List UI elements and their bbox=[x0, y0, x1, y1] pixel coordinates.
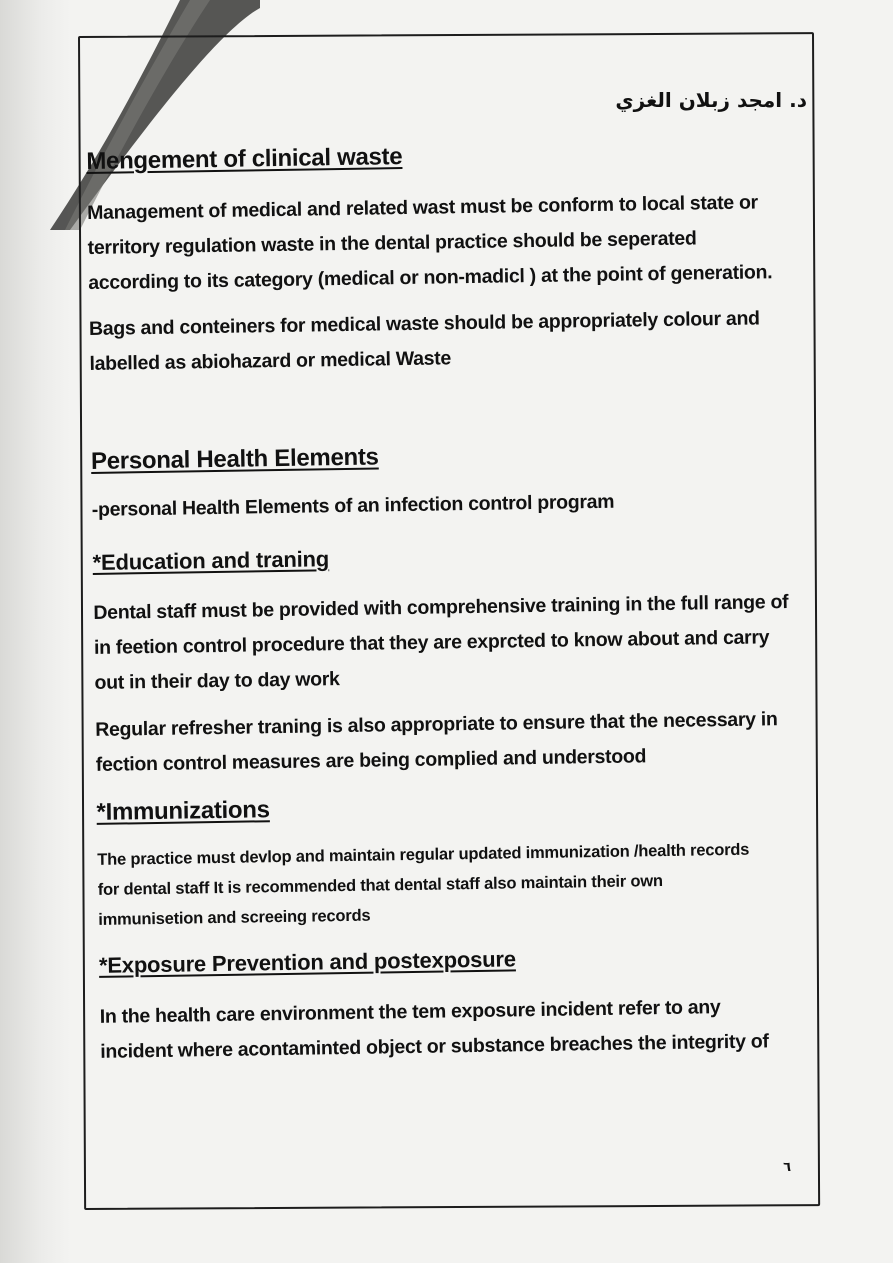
paragraph-education-refresher bbox=[95, 702, 796, 783]
text-line: In the health care environment the tem exposure incident refer to any bbox=[99, 996, 721, 1028]
text-line: out in their day to day work bbox=[94, 668, 340, 694]
text-line: Bags and conteiners for medical waste should be appropriately colour and bbox=[88, 307, 760, 340]
text-line: incident where acontaminted object or substance breaches the integrity of bbox=[100, 1030, 769, 1063]
text-line: according to its category (medical or non-madicl ) at the point of generation. bbox=[88, 261, 773, 294]
text-line: labelled as abiohazard or medical Waste bbox=[89, 347, 452, 375]
text-line: fection control measures are being complied and understood bbox=[95, 745, 647, 776]
paragraph-waste-management bbox=[87, 185, 789, 301]
text-line: Dental staff must be provided with comprehensive training in the full range of bbox=[93, 591, 789, 624]
text-line: in feetion control procedure that they are exprcted to know about and carry bbox=[93, 626, 770, 659]
paragraph-waste-bags bbox=[89, 301, 790, 382]
text-line: for dental staff It is recommended that dental staff also maintain their own bbox=[97, 872, 663, 899]
text-line: Management of medical and related wast must be conform to local state or bbox=[86, 191, 759, 224]
paragraph-immunizations bbox=[97, 834, 798, 935]
heading-immunizations: *Immunizations bbox=[96, 796, 270, 826]
paragraph-education-training bbox=[93, 585, 795, 701]
text-line: -personal Health Elements of an infection control program bbox=[91, 490, 615, 521]
text-line: territory regulation waste in the dental practice should be seperated bbox=[87, 227, 697, 259]
text-line: The practice must devlop and maintain regular updated immunization /health records bbox=[97, 840, 750, 869]
heading-education: *Education and traning bbox=[92, 546, 330, 575]
page-number: ٦ bbox=[783, 1160, 791, 1175]
heading-personal-health: Personal Health Elements bbox=[90, 443, 379, 475]
text-line: Regular refresher traning is also appropriate to ensure that the necessary in bbox=[95, 708, 778, 741]
text-line: immunisetion and screeing records bbox=[98, 906, 371, 929]
paragraph-exposure bbox=[100, 989, 801, 1070]
heading-clinical-waste: Mengement of clinical waste bbox=[86, 143, 403, 175]
heading-exposure: *Exposure Prevention and postexposure bbox=[98, 946, 516, 978]
author-name: د. امجد زبلان الغزي bbox=[615, 88, 807, 112]
